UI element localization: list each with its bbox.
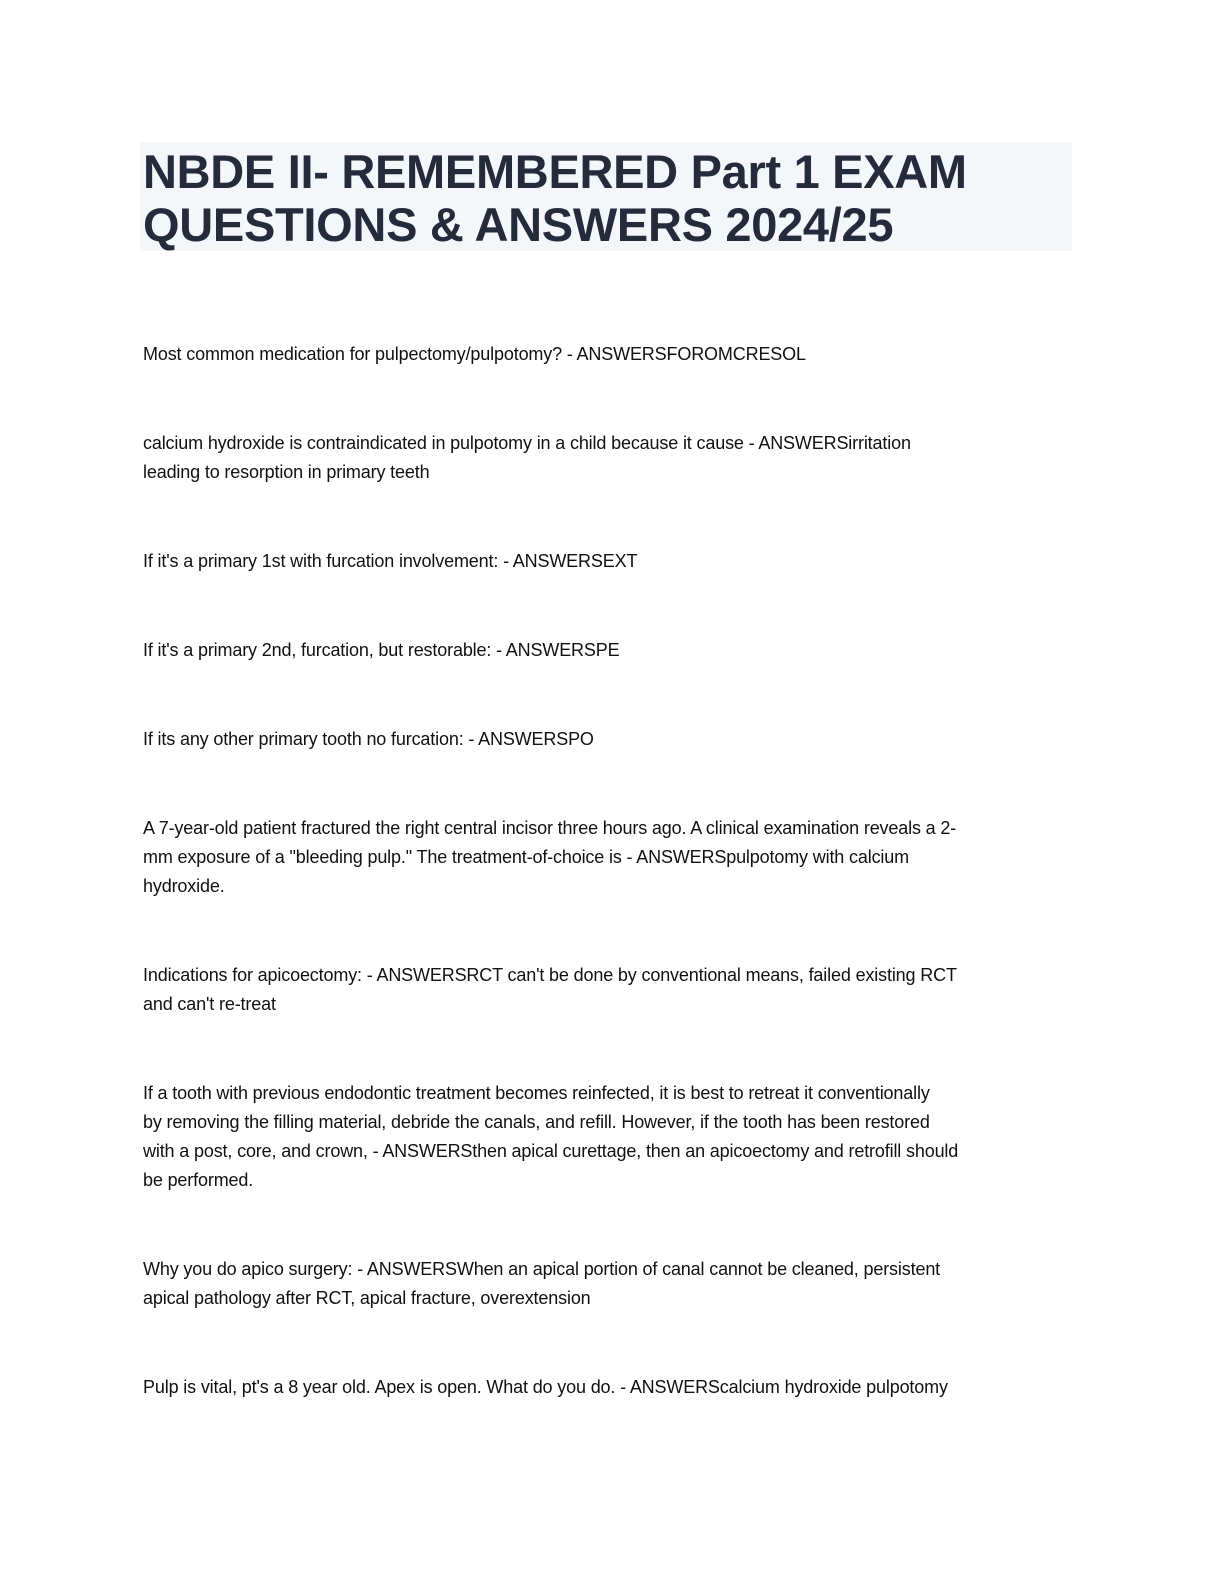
qa-item (143, 1079, 1083, 1195)
title-line: NBDE II- REMEMBERED Part 1 EXAM (143, 145, 967, 198)
qa-text-line: hydroxide. (143, 876, 225, 896)
qa-text-line: calcium hydroxide is contraindicated in pulpotomy in a child because it cause - ANSWERSirritation (143, 433, 911, 453)
qa-text-line: by removing the filling material, debride the canals, and refill. However, if the tooth has been restored (143, 1112, 930, 1132)
qa-text-line: leading to resorption in primary teeth (143, 462, 430, 482)
qa-text-line: A 7-year-old patient fractured the right central incisor three hours ago. A clinical examination reveals a 2- (143, 818, 957, 838)
qa-text-line: If it's a primary 1st with furcation involvement: - ANSWERSEXT (143, 551, 638, 571)
qa-item (143, 1373, 1083, 1402)
qa-text-line: If its any other primary tooth no furcation: - ANSWERSPO (143, 729, 594, 749)
qa-text-line: and can't re-treat (143, 994, 276, 1014)
qa-item (143, 725, 1083, 754)
qa-text-line: Indications for apicoectomy: - ANSWERSRCT can't be done by conventional means, failed existing RCT (143, 965, 957, 985)
qa-item (143, 1255, 1083, 1313)
qa-text-line: Why you do apico surgery: - ANSWERSWhen an apical portion of canal cannot be cleaned, persistent (143, 1259, 941, 1279)
document-title (140, 142, 1072, 251)
qa-item (143, 636, 1083, 665)
qa-text-line: be performed. (143, 1170, 254, 1190)
qa-text-line: mm exposure of a "bleeding pulp." The treatment-of-choice is - ANSWERSpulpotomy with calcium (143, 847, 909, 867)
qa-text-line: Pulp is vital, pt's a 8 year old. Apex is open. What do you do. - ANSWERScalcium hydroxide pulpotomy (143, 1377, 948, 1397)
qa-item (143, 340, 1083, 369)
qa-text-line: If a tooth with previous endodontic treatment becomes reinfected, it is best to retreat it conventionally (143, 1083, 930, 1103)
qa-text-line: Most common medication for pulpectomy/pulpotomy? - ANSWERSFOROMCRESOL (143, 344, 806, 364)
qa-list (143, 340, 1083, 1462)
qa-text-line: If it's a primary 2nd, furcation, but restorable: - ANSWERSPE (143, 640, 620, 660)
qa-item (143, 429, 1083, 487)
qa-item (143, 547, 1083, 576)
qa-text-line: with a post, core, and crown, - ANSWERSthen apical curettage, then an apicoectomy and retrofill should (143, 1141, 959, 1161)
title-line: QUESTIONS & ANSWERS 2024/25 (143, 198, 894, 251)
qa-text-line: apical pathology after RCT, apical fracture, overextension (143, 1288, 591, 1308)
qa-item (143, 961, 1083, 1019)
qa-item (143, 814, 1083, 901)
